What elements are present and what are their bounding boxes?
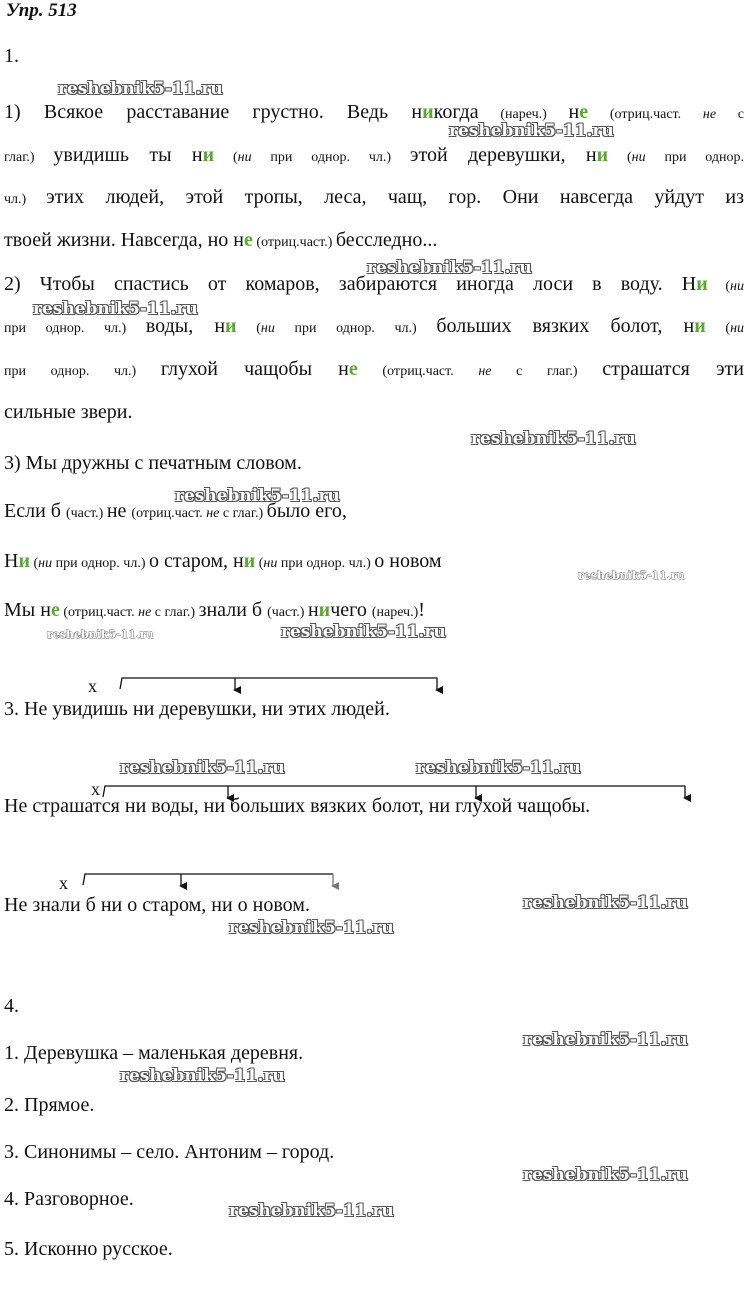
watermark: reshebnik5-11.ru: [120, 758, 285, 778]
watermark: reshebnik5-11.ru: [58, 79, 223, 99]
answer-4: 4. Разговорное.: [4, 1188, 134, 1210]
answer-3: 3. Синонимы – село. Антоним – город.: [4, 1141, 335, 1163]
p1-line-3: чл.) этих людей, этой тропы, леса, чащ, гор. Они навсегда уйдут из: [4, 186, 744, 208]
scheme-1-marker: х: [88, 676, 97, 696]
section-1-number: 1.: [4, 45, 19, 67]
scheme-sentence-3: Не знали б ни о старом, ни о новом.: [4, 894, 310, 916]
watermark: reshebnik5-11.ru: [229, 918, 394, 938]
answer-1: 1. Деревушка – маленькая деревня.: [4, 1042, 304, 1064]
p2-line-3: при однор. чл.) глухой чащобы не (отриц.част. не с глаг.) страшатся эти: [4, 358, 744, 380]
scheme-3-marker: х: [59, 873, 68, 893]
p1-line-2: глаг.) увидишь ты ни (ни при однор. чл.) этой деревушки, ни (ни при однор.: [4, 144, 744, 166]
p2-line-4: сильные звери.: [4, 401, 133, 423]
watermark: reshebnik5-11.ru: [367, 258, 532, 278]
p2-line-1: 2) Чтобы спастись от комаров, забираются иногда лоси в воду. Ни (ни: [4, 273, 744, 295]
p3-line-2: Если б (част.) не (отриц.част. не с глаг.) было его,: [4, 500, 347, 522]
watermark: reshebnik5-11.ru: [523, 1030, 688, 1050]
watermark: reshebnik5-11.ru: [33, 299, 198, 319]
scheme-1-bracket: [120, 678, 437, 689]
watermark: reshebnik5-11.ru: [281, 622, 446, 642]
watermark: reshebnik5-11.ru: [47, 628, 154, 641]
watermark: reshebnik5-11.ru: [229, 1201, 394, 1221]
watermark: reshebnik5-11.ru: [120, 1066, 285, 1086]
scheme-3-bracket: [83, 874, 333, 885]
answer-2: 2. Прямое.: [4, 1094, 95, 1116]
watermark: reshebnik5-11.ru: [416, 758, 581, 778]
watermark: reshebnik5-11.ru: [175, 486, 340, 506]
p1-line-1: 1) Всякое расставание грустно. Ведь никогда (нареч.) не (отриц.част. не с: [4, 101, 744, 123]
exercise-title: Упр. 513: [6, 0, 77, 21]
p1-line-4: твоей жизни. Навсегда, но не (отриц.част.) бесследно...: [4, 229, 438, 251]
p2-line-2: при однор. чл.) воды, ни (ни при однор. чл.) больших вязких болот, ни (ни: [4, 315, 745, 337]
scheme-sentence-2: Не страшатся ни воды, ни больших вязких болот, ни глухой чащобы.: [4, 795, 591, 817]
answer-5: 5. Исконно русское.: [4, 1238, 173, 1260]
p3-line-4: Мы не (отриц.част. не с глаг.) знали б (част.) ничего (нареч.)!: [4, 599, 425, 621]
watermark: reshebnik5-11.ru: [523, 1165, 688, 1185]
scheme-sentence-1: 3. Не увидишь ни деревушки, ни этих людей.: [4, 698, 390, 720]
p3-line-3: Ни (ни при однор. чл.) о старом, ни (ни при однор. чл.) о новом: [4, 550, 442, 572]
p3-line-1: 3) Мы дружны с печатным словом.: [4, 452, 302, 474]
watermark: reshebnik5-11.ru: [471, 429, 636, 449]
scheme-2-marker: х: [91, 779, 100, 799]
watermark: reshebnik5-11.ru: [523, 893, 688, 913]
watermark: reshebnik5-11.ru: [578, 569, 685, 582]
watermark: reshebnik5-11.ru: [449, 121, 614, 141]
section-4-number: 4.: [4, 995, 19, 1017]
